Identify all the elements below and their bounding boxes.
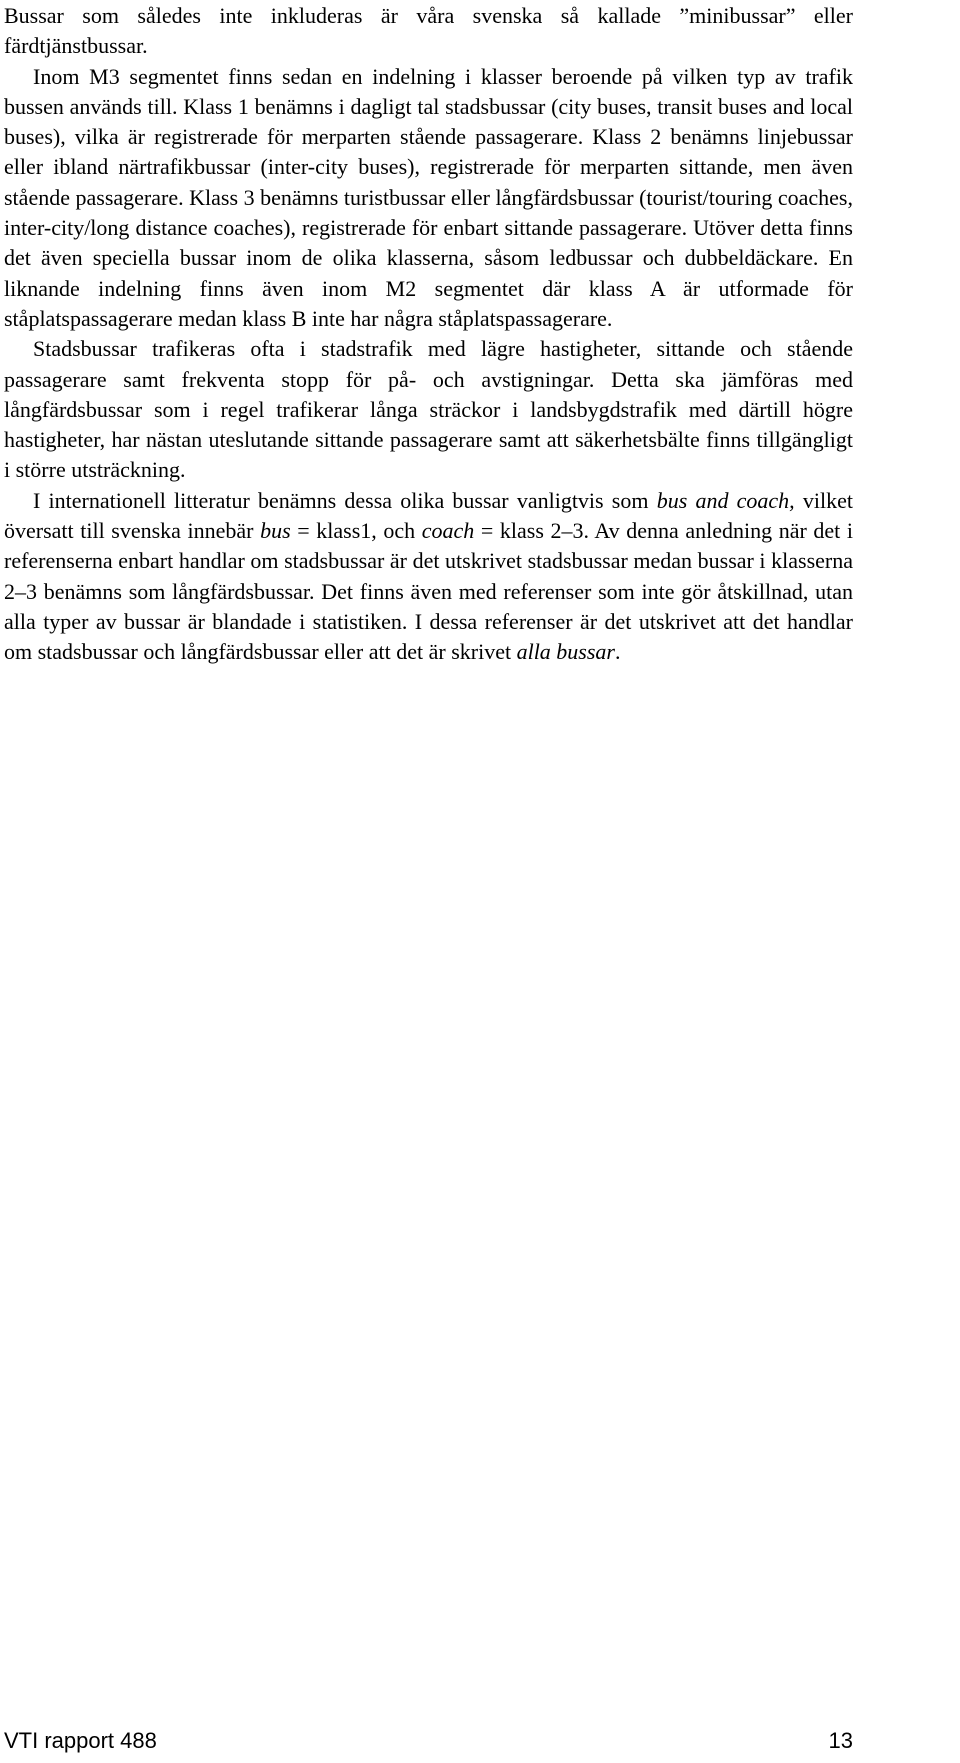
term-bus: bus — [260, 518, 291, 544]
term-alla-bussar: alla bussar — [516, 639, 615, 665]
text-run: . — [615, 639, 621, 665]
paragraph-m3-classes: Inom M3 segmentet finns sedan en indelning i klasser beroende på vilken typ av trafik bussen används till. Klass 1 benämns i dagligt tal stadsbussar (city buses, transit buses and local buses), vilka är registrerade för merparten stående passagerare. Klass 2 benämns linjebussar eller ibland närtrafikbussar (inter-city buses), registrerade för merparten sittande, men även stående passagerare. Klass 3 benämns turistbussar eller långfärdsbussar (tourist/touring coaches, inter-city/long distance coaches), registrerade för enbart sittande passagerare. Utöver detta finns det även speciella bussar inom de olika klasserna, såsom ledbussar och dubbeldäckare. En liknande indelning finns även inom M2 segmentet där klass A är utformade för ståplatspassagerare medan klass B inte har några ståplatspassagerare. — [4, 63, 853, 331]
text-run: = klass 2–3. Av denna anledning när det i referenserna enbart handlar om stadsbussar är det utskrivet stadsbussar medan bussar i klasserna 2–3 benämns som långfärdsbussar. Det finns även med referenser som inte gör åtskillnad, utan alla typer av bussar är blandade i statistiken. I dessa referenser är det utskrivet att det handlar om stadsbussar och långfärdsbussar eller att det är skrivet — [4, 518, 854, 665]
page-footer — [4, 1728, 853, 1754]
term-coach: coach — [421, 518, 475, 544]
report-name: VTI rapport 488 — [4, 1728, 157, 1753]
page-number: 13 — [828, 1728, 853, 1753]
document-body — [4, 1, 853, 668]
paragraph-stadsbussar: Stadsbussar trafikeras ofta i stadstrafik med lägre hastigheter, sittande och stående passagerare samt frekventa stopp för på- och avstigningar. Detta ska jämföras med långfärdsbussar som i regel trafikerar långa sträckor i landsbygdstrafik med därtill högre hastigheter, har nästan uteslutande sittande passagerare samt att säkerhetsbälte finns tillgängligt i större utsträckning. — [4, 336, 853, 483]
text-run: I internationell litteratur benämns dessa olika bussar vanligtvis som — [33, 487, 657, 513]
paragraph-minibussar: Bussar som således inte inkluderas är våra svenska så kallade ”minibussar” eller färdtjänstbussar. — [4, 3, 853, 59]
paragraph-international-terms — [4, 486, 853, 668]
text-run: = klass1, och — [290, 518, 422, 544]
text-run: vilket översatt till svenska innebär — [4, 487, 853, 544]
term-bus-and-coach: bus and coach, — [656, 487, 795, 513]
